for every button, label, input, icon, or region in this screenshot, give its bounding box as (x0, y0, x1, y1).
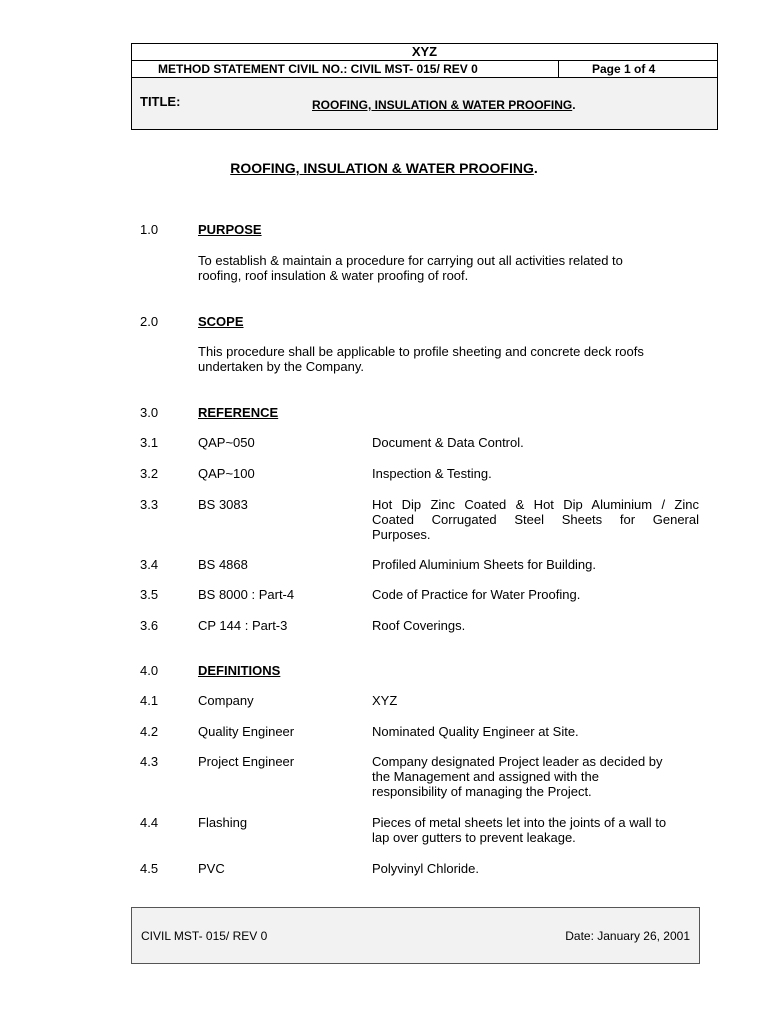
reference-code: QAP~100 (198, 466, 255, 481)
document-title-period: . (533, 160, 538, 176)
section-number-reference: 3.0 (140, 405, 159, 420)
definition-term: Company (198, 693, 254, 708)
page-number: Page 1 of 4 (592, 62, 656, 76)
header-divider (558, 61, 559, 77)
document-title (0, 160, 768, 176)
reference-code: BS 8000 : Part-4 (198, 587, 295, 602)
definition-description-line: lap over gutters to prevent leakage. (372, 830, 576, 845)
reference-number: 3.2 (140, 466, 159, 481)
reference-number: 3.1 (140, 435, 159, 450)
method-statement-number: METHOD STATEMENT CIVIL NO.: CIVIL MST- 015/ REV 0 (158, 62, 478, 76)
definition-number: 4.1 (140, 693, 159, 708)
section-heading-scope: SCOPE (198, 314, 244, 329)
definition-term: Project Engineer (198, 754, 295, 769)
header-title-period: . (572, 98, 576, 112)
definition-description-line: the Management and assigned with the (372, 769, 599, 784)
reference-code: QAP~050 (198, 435, 255, 450)
definition-number: 4.4 (140, 815, 159, 830)
section-number-definitions: 4.0 (140, 663, 159, 678)
reference-description: Roof Coverings. (372, 618, 466, 633)
reference-number: 3.4 (140, 557, 159, 572)
reference-code: BS 3083 (198, 497, 248, 512)
purpose-line-1: To establish & maintain a procedure for carrying out all activities related to (198, 253, 623, 268)
document-footer (131, 907, 700, 964)
title-label: TITLE: (140, 94, 181, 109)
definition-term: Quality Engineer (198, 724, 295, 739)
reference-code: CP 144 : Part-3 (198, 618, 288, 633)
header-title-row (132, 78, 717, 129)
reference-description: Document & Data Control. (372, 435, 524, 450)
section-number-scope: 2.0 (140, 314, 159, 329)
company-name: XYZ (132, 44, 717, 61)
header-title-value (312, 98, 576, 112)
header-title-text: ROOFING, INSULATION & WATER PROOFING (312, 98, 573, 112)
definition-description: Polyvinyl Chloride. (372, 861, 479, 876)
definition-description-line: responsibility of managing the Project. (372, 784, 592, 799)
definition-number: 4.3 (140, 754, 159, 769)
section-number-purpose: 1.0 (140, 222, 159, 237)
scope-line-2: undertaken by the Company. (198, 359, 364, 374)
reference-description-line: Purposes. (372, 527, 431, 542)
reference-description: Inspection & Testing. (372, 466, 492, 481)
section-heading-definitions: DEFINITIONS (198, 663, 281, 678)
document-header (131, 43, 718, 130)
definition-term: PVC (198, 861, 225, 876)
section-heading-purpose: PURPOSE (198, 222, 262, 237)
purpose-line-2: roofing, roof insulation & water proofing of roof. (198, 268, 469, 283)
scope-line-1: This procedure shall be applicable to profile sheeting and concrete deck roofs (198, 344, 644, 359)
reference-number: 3.3 (140, 497, 159, 512)
definition-description-line: Company designated Project leader as decided by (372, 754, 663, 769)
reference-description: Profiled Aluminium Sheets for Building. (372, 557, 597, 572)
document-title-text: ROOFING, INSULATION & WATER PROOFING (230, 160, 534, 176)
definition-description: Nominated Quality Engineer at Site. (372, 724, 579, 739)
definition-description: XYZ (372, 693, 398, 708)
definition-number: 4.5 (140, 861, 159, 876)
definition-description-line: Pieces of metal sheets let into the joints of a wall to (372, 815, 667, 830)
reference-code: BS 4868 (198, 557, 248, 572)
reference-number: 3.5 (140, 587, 159, 602)
footer-date: Date: January 26, 2001 (565, 929, 690, 943)
reference-description-line: Hot Dip Zinc Coated & Hot Dip Aluminium / Zinc (372, 497, 699, 512)
section-heading-reference: REFERENCE (198, 405, 279, 420)
header-info-row (132, 61, 717, 78)
reference-description-line: Coated Corrugated Steel Sheets for General (372, 512, 699, 527)
footer-document-number: CIVIL MST- 015/ REV 0 (141, 929, 268, 943)
reference-number: 3.6 (140, 618, 159, 633)
definition-term: Flashing (198, 815, 248, 830)
definition-number: 4.2 (140, 724, 159, 739)
reference-description: Code of Practice for Water Proofing. (372, 587, 581, 602)
